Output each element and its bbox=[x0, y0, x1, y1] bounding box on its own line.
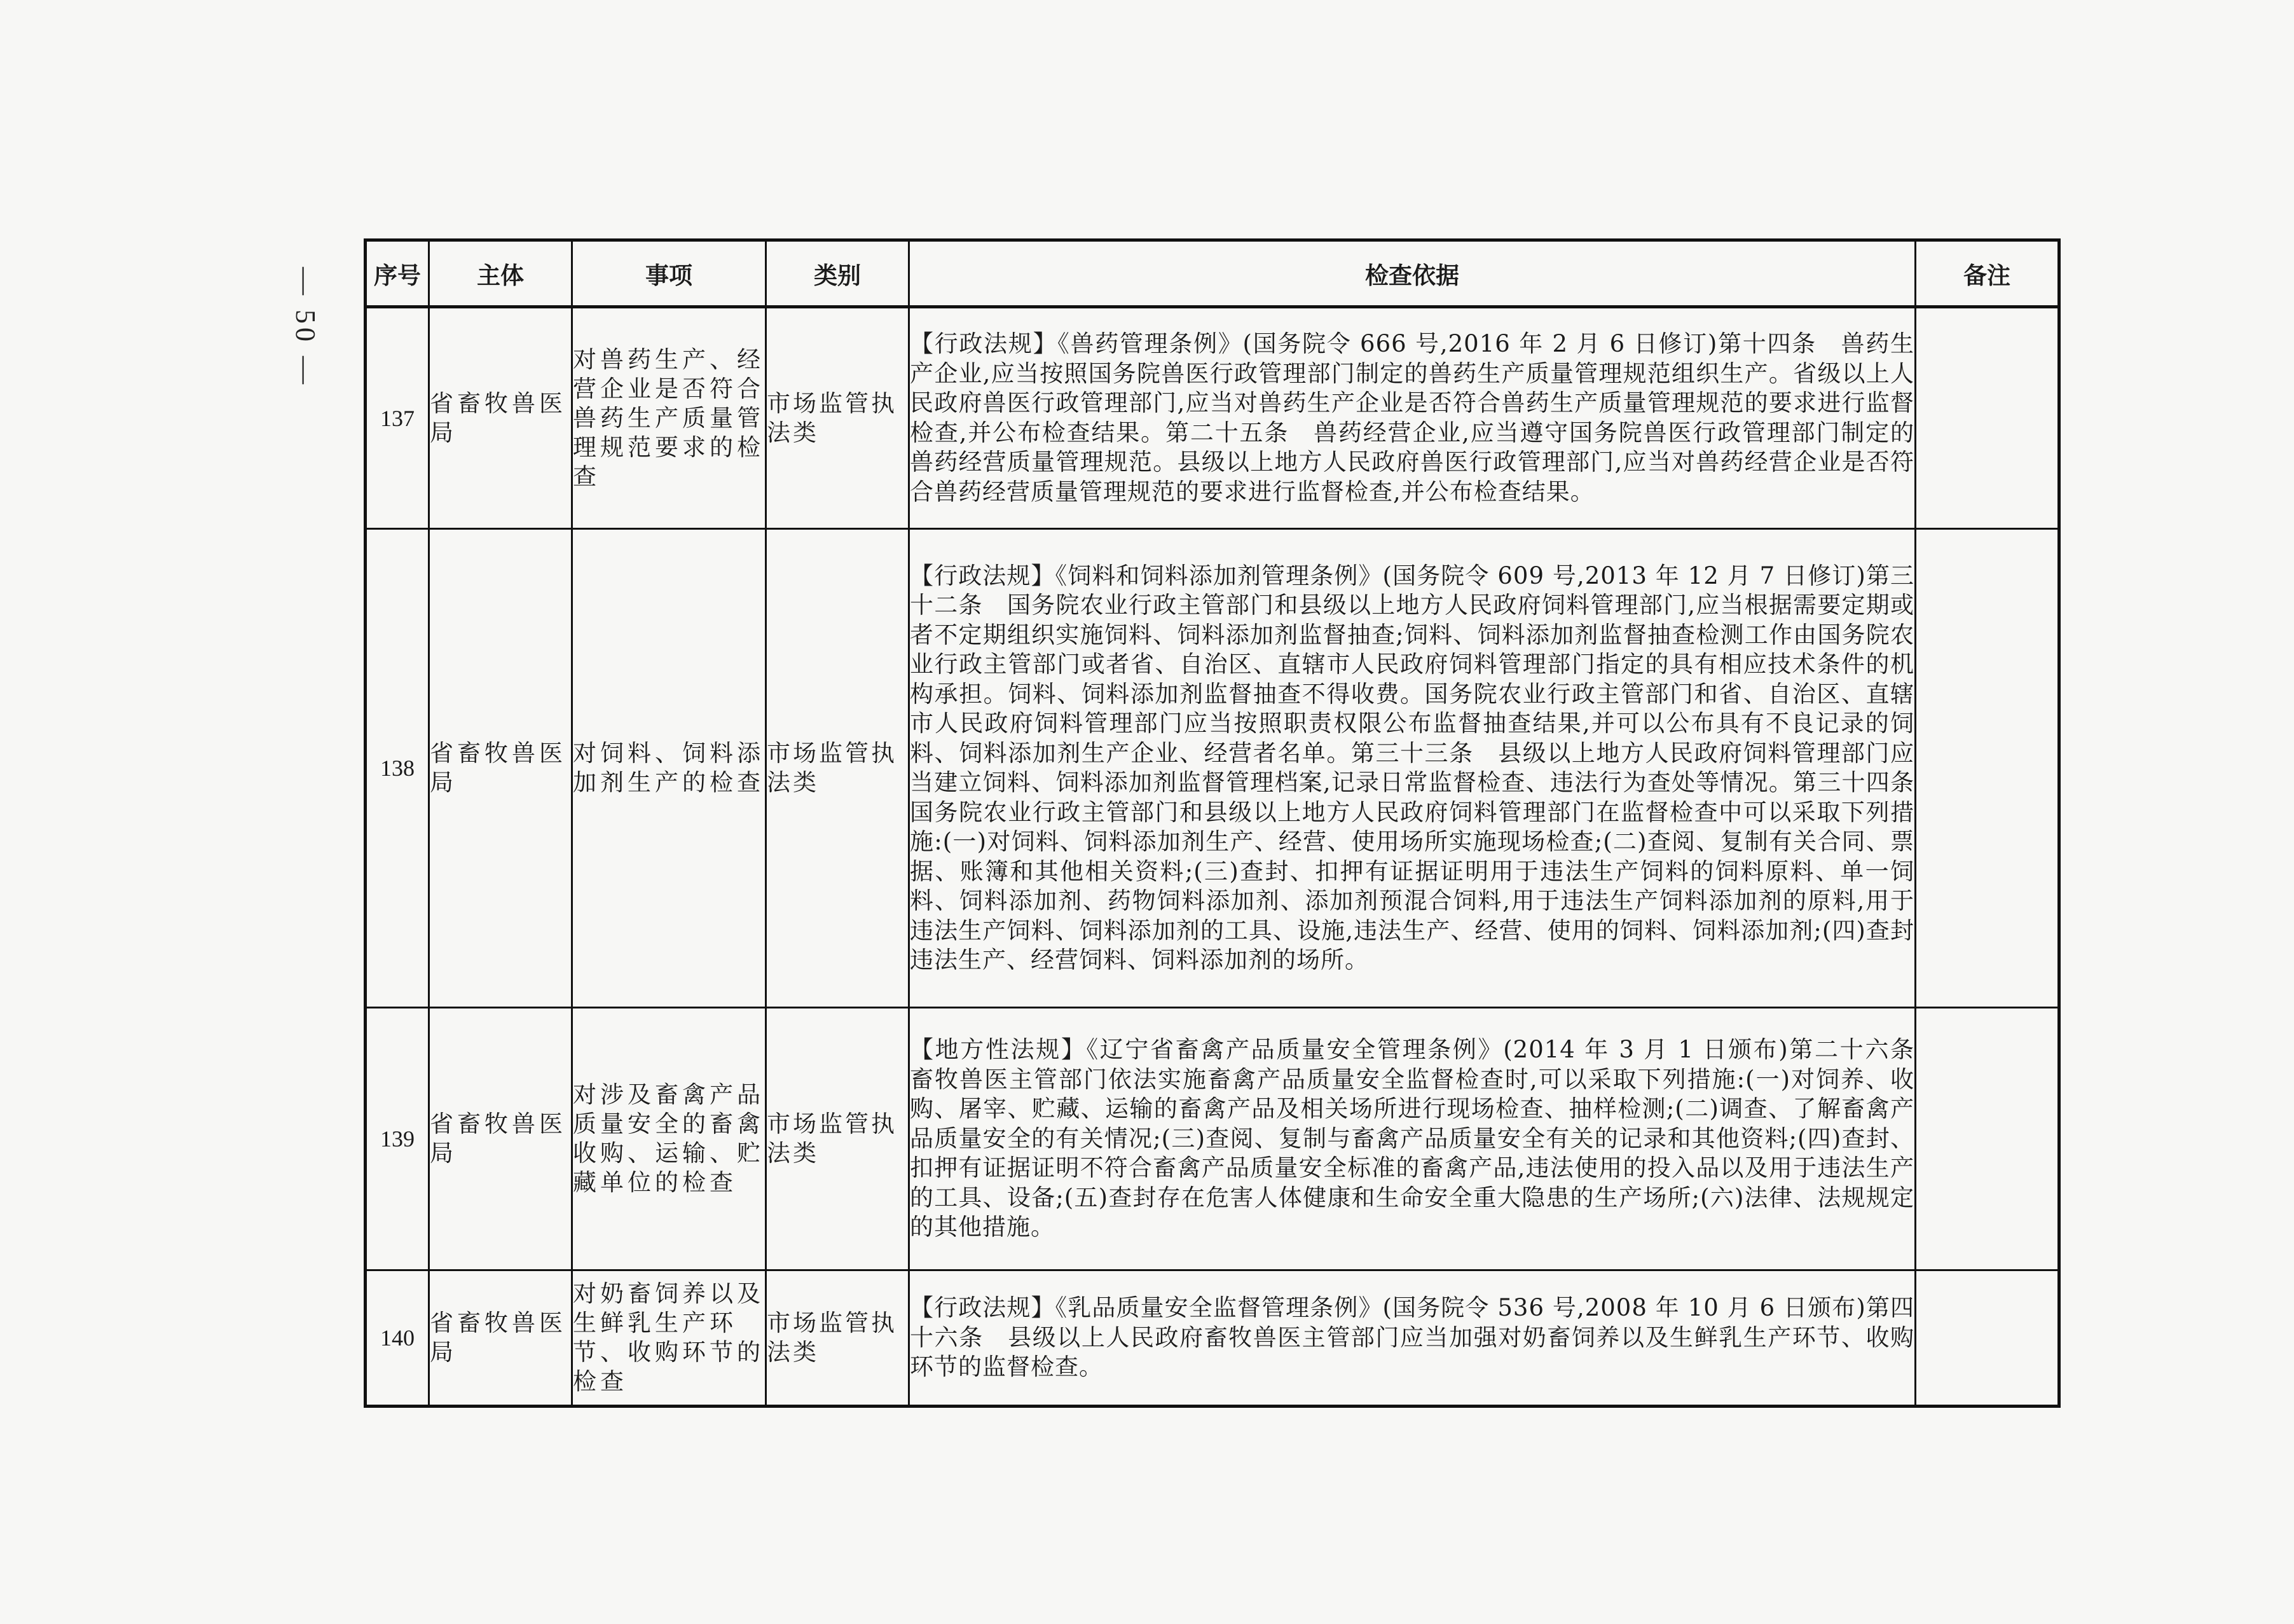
row-basis: 【行政法规】《饲料和饲料添加剂管理条例》(国务院令 609 号,2013 年 12 月 7 日修订)第三十二条 国务院农业行政主管部门和县级以上地方人民政府饲料管理部门,应当根据需要定期或者不定期组织实施饲料、饲料添加剂监督抽查;饲料、饲料添加剂监督抽查检测工作由国务院农业行政主管部门或者省、自治区、直辖市人民政府饲料管理部门指定的具有相应技术条件的机构承担。饲料、饲料添加剂监督抽查不得收费。国务院农业行政主管部门和省、自治区、直辖市人民政府饲料管理部门应当按照职责权限公布监督抽查结果,并可以公布具有不良记录的饲料、饲料添加剂生产企业、经营者名单。第三十三条 县级以上地方人民政府饲料管理部门应当建立饲料、饲料添加剂监督管理档案,记录日常监督检查、违法行为查处等情况。第三十四条 国务院农业行政主管部门和县级以上地方人民政府饲料管理部门在监督检查中可以采取下列措施:(一)对饲料、饲料添加剂生产、经营、使用场所实施现场检查;(二)查阅、复制有关合同、票据、账簿和其他相关资料;(三)查封、扣押有证据证明用于违法生产饲料的饲料原料、单一饲料、饲料添加剂、药物饲料添加剂、添加剂预混合饲料,用于违法生产饲料添加剂的原料,用于违法生产饲料、饲料添加剂的工具、设施,违法生产、经营、使用的饲料、饲料添加剂;(四)查封违法生产、经营饲料、饲料添加剂的场所。 bbox=[909, 529, 1916, 1008]
table-row bbox=[366, 1008, 2059, 1270]
row-category: 市场监管执法类 bbox=[766, 1270, 909, 1407]
table-header-row bbox=[366, 240, 2059, 307]
header-seq: 序号 bbox=[366, 240, 429, 307]
row-basis: 【行政法规】《乳品质量安全监督管理条例》(国务院令 536 号,2008 年 10 月 6 日颁布)第四十六条 县级以上人民政府畜牧兽医主管部门应当加强对奶畜饲养以及生鲜乳生产环节、收购环节的监督检查。 bbox=[909, 1270, 1916, 1407]
row-subject: 省畜牧兽医局 bbox=[429, 1270, 572, 1407]
table-row bbox=[366, 307, 2059, 529]
row-item: 对奶畜饲养以及生鲜乳生产环节、收购环节的检查 bbox=[572, 1270, 766, 1407]
row-item: 对饲料、饲料添加剂生产的检查 bbox=[572, 529, 766, 1008]
table-row bbox=[366, 1270, 2059, 1407]
page-number: — 50 — bbox=[290, 267, 321, 388]
row-subject: 省畜牧兽医局 bbox=[429, 529, 572, 1008]
header-subject: 主体 bbox=[429, 240, 572, 307]
row-category: 市场监管执法类 bbox=[766, 307, 909, 529]
row-basis: 【行政法规】《兽药管理条例》(国务院令 666 号,2016 年 2 月 6 日修订)第十四条 兽药生产企业,应当按照国务院兽医行政管理部门制定的兽药生产质量管理规范组织生产。省级以上人民政府兽医行政管理部门,应当对兽药生产企业是否符合兽药生产质量管理规范的要求进行监督检查,并公布检查结果。第二十五条 兽药经营企业,应当遵守国务院兽医行政管理部门制定的兽药经营质量管理规范。县级以上地方人民政府兽医行政管理部门,应当对兽药经营企业是否符合兽药经营质量管理规范的要求进行监督检查,并公布检查结果。 bbox=[909, 307, 1916, 529]
row-category: 市场监管执法类 bbox=[766, 1008, 909, 1270]
header-item: 事项 bbox=[572, 240, 766, 307]
row-seq: 139 bbox=[366, 1008, 429, 1270]
row-item: 对兽药生产、经营企业是否符合兽药生产质量管理规范要求的检查 bbox=[572, 307, 766, 529]
row-note bbox=[1916, 529, 2059, 1008]
row-note bbox=[1916, 1270, 2059, 1407]
header-note: 备注 bbox=[1916, 240, 2059, 307]
header-basis: 检查依据 bbox=[909, 240, 1916, 307]
row-subject: 省畜牧兽医局 bbox=[429, 1008, 572, 1270]
row-basis: 【地方性法规】《辽宁省畜禽产品质量安全管理条例》(2014 年 3 月 1 日颁布)第二十六条 畜牧兽医主管部门依法实施畜禽产品质量安全监督检查时,可以采取下列措施:(一)对饲养、收购、屠宰、贮藏、运输的畜禽产品及相关场所进行现场检查、抽样检测;(二)调查、了解畜禽产品质量安全的有关情况;(三)查阅、复制与畜禽产品质量安全有关的记录和其他资料;(四)查封、扣押有证据证明不符合畜禽产品质量安全标准的畜禽产品,违法使用的投入品以及用于违法生产的工具、设备;(五)查封存在危害人体健康和生命安全重大隐患的生产场所;(六)法律、法规规定的其他措施。 bbox=[909, 1008, 1916, 1270]
row-note bbox=[1916, 307, 2059, 529]
header-category: 类别 bbox=[766, 240, 909, 307]
inspection-table bbox=[364, 238, 2061, 1408]
row-subject: 省畜牧兽医局 bbox=[429, 307, 572, 529]
row-seq: 140 bbox=[366, 1270, 429, 1407]
table-row bbox=[366, 529, 2059, 1008]
row-seq: 137 bbox=[366, 307, 429, 529]
row-category: 市场监管执法类 bbox=[766, 529, 909, 1008]
row-item: 对涉及畜禽产品质量安全的畜禽收购、运输、贮藏单位的检查 bbox=[572, 1008, 766, 1270]
row-seq: 138 bbox=[366, 529, 429, 1008]
